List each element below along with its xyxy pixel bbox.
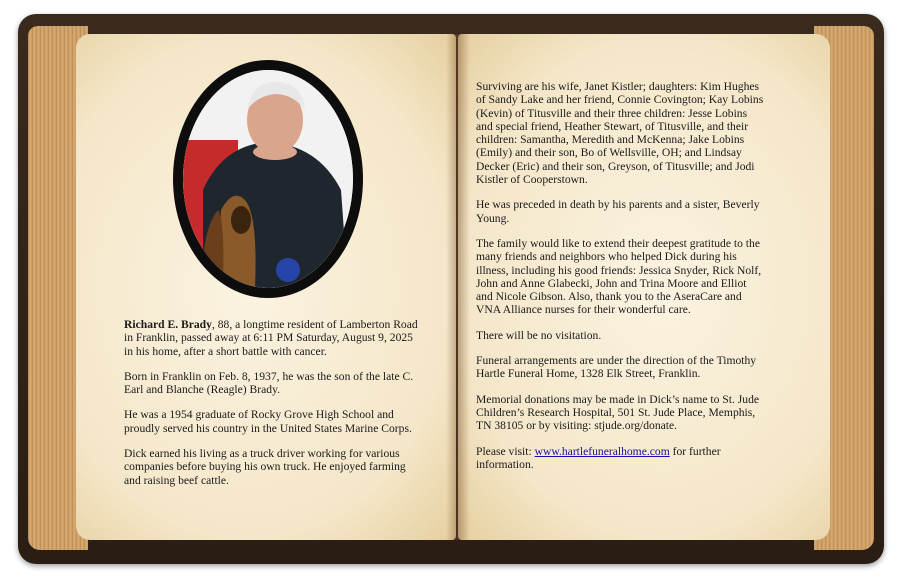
portrait-photo: [183, 70, 353, 288]
portrait-illustration: [183, 70, 353, 288]
survivors-paragraph: Surviving are his wife, Janet Kistler; daughters: Kim Hughes of Sandy Lake and her friend, Connie Covington; Kay Lobins (Kevin) of Titusville and their three children: Jesse Lobins and special friend, Heather Stewart, of Titusville, and their children: Samantha, Meredith and McKenna; Jake Lobins (Emily) and their son, Bo of Wellsville, OH; and Lindsay Decker (Eric) and their son, Greyson, of Titusville; and Jodi Kistler of Cooperstown.: [476, 80, 764, 187]
career-paragraph: Dick earned his living as a truck driver working for various companies before buying his own truck. He enjoyed farming and raising beef cattle.: [124, 447, 406, 487]
book-gutter: [446, 34, 470, 540]
deceased-name: Richard E. Brady: [124, 318, 212, 331]
visit-suffix: for further information.: [476, 444, 721, 471]
gratitude-paragraph: The family would like to extend their deepest gratitude to the many friends and neighbors who helped Dick during his illness, including his good friends: Jessica Snyder, Rick Nolf, John and Anne Glabecki, John and Trina Moore and Elliot and Nicole Gibson. Also, thank you to the AseraCare and VNA Alliance nurses for their wonderful care.: [476, 236, 762, 317]
memorial-paragraph: Memorial donations may be made in Dick’s name to St. Jude Children’s Research Hospital, 501 St. Jude Place, Memphis, TN 38105 or by visiting: stjude.org/donate.: [476, 392, 760, 433]
funeral-home-link[interactable]: www.hartlefuneralhome.com: [534, 444, 670, 458]
intro-text: , 88, a longtime resident of Lamberton Road in Franklin, passed away at 6:11 PM Saturday, August 9, 2025 in his home, after a short battle with cancer.: [124, 318, 418, 358]
left-column: [124, 318, 424, 499]
visit-paragraph: [476, 445, 766, 472]
preceded-paragraph: He was preceded in death by his parents and a sister, Beverly Young.: [476, 198, 760, 225]
intro-paragraph: [124, 318, 424, 358]
visitation-paragraph: There will be no visitation.: [476, 328, 602, 342]
education-paragraph: He was a 1954 graduate of Rocky Grove High School and proudly served his country in the United States Marine Corps.: [124, 408, 412, 435]
born-paragraph: Born in Franklin on Feb. 8, 1937, he was the son of the late C. Earl and Blanche (Reagle) Brady.: [124, 369, 414, 397]
visit-prefix: Please visit:: [476, 444, 535, 458]
arrangements-paragraph: Funeral arrangements are under the direction of the Timothy Hartle Funeral Home, 1328 Elk Street, Franklin.: [476, 354, 757, 381]
right-column: [476, 80, 766, 483]
